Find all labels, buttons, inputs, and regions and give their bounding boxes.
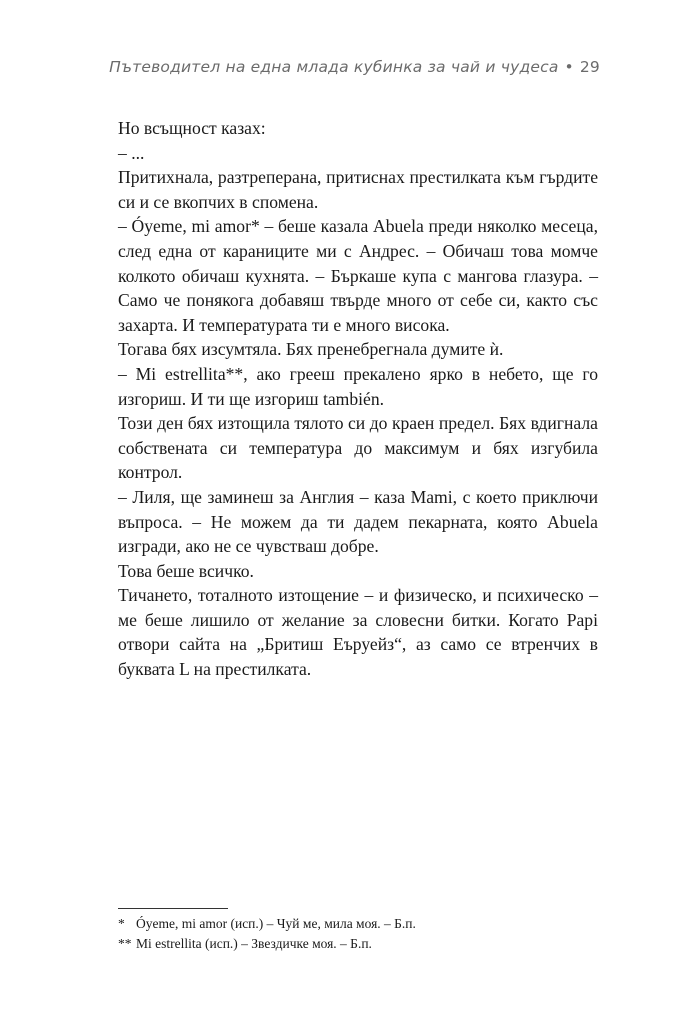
paragraph: – Лиля, ще заминеш за Англия – каза Mami, с което приключи въпроса. – Не можем да ти дадем пекарната, която Abuela изгради, ако не се чувстваш добре. (118, 486, 598, 557)
paragraph: Този ден бях изтощила тялото си до краен предел. Бях вдигнала собствената си температура до максимум и бях изгубила контрол. (118, 413, 598, 483)
paragraph: Притихнала, разтреперана, притиснах престилката към гърдите си и се вкопчих в спомена. (118, 167, 598, 212)
paragraph: Това беше всичко. (118, 560, 254, 581)
footnote-text: Óyeme, mi amor (исп.) – Чуй ме, мила моя. – Б.п. (136, 916, 416, 931)
paragraph: – Mi estrellita**, ако грееш прекалено ярко в небето, ще го изгориш. И ти ще изгориш también. (118, 363, 598, 409)
page-number: 29 (579, 58, 600, 76)
paragraph: Тичането, тоталното изтощение – и физическо, и психическо – ме беше лишило от желание за словесни битки. Когато Papi отвори сайта на „Бритиш Еъруейз“, аз само се втренчих в буквата L на престилката. (118, 585, 598, 680)
paragraph: Тогава бях изсумтяла. Бях пренебрегнала думите ѝ. (118, 339, 504, 360)
footnote (118, 934, 598, 954)
header-bullet: • (564, 58, 574, 76)
footnote-mark: ** (118, 936, 132, 951)
paragraph: – Óyeme, mi amor* – беше казала Abuela преди няколко месеца, след една от караниците ми с Андрес. – Обичаш това момче колкото обичаш кухнята. – Бъркаше купа с мангова глазура. – Само че понякога добавяш твърде много от себе си, както със захарта. И температурата ти е много висока. (118, 216, 598, 335)
running-header-title: Пътеводител на една млада кубинка за чай и чудеса (109, 58, 559, 76)
footnote-divider (118, 908, 228, 909)
paragraph: Но всъщност казах: (118, 118, 266, 138)
footnote (118, 914, 598, 934)
body-text (118, 116, 598, 682)
paragraph: – ... (118, 142, 145, 163)
footnote-text: Mi estrellita (исп.) – Звездичке моя. – Б.п. (136, 936, 372, 951)
footnotes (118, 914, 598, 954)
footnote-mark: * (118, 916, 125, 931)
running-header (109, 58, 600, 76)
